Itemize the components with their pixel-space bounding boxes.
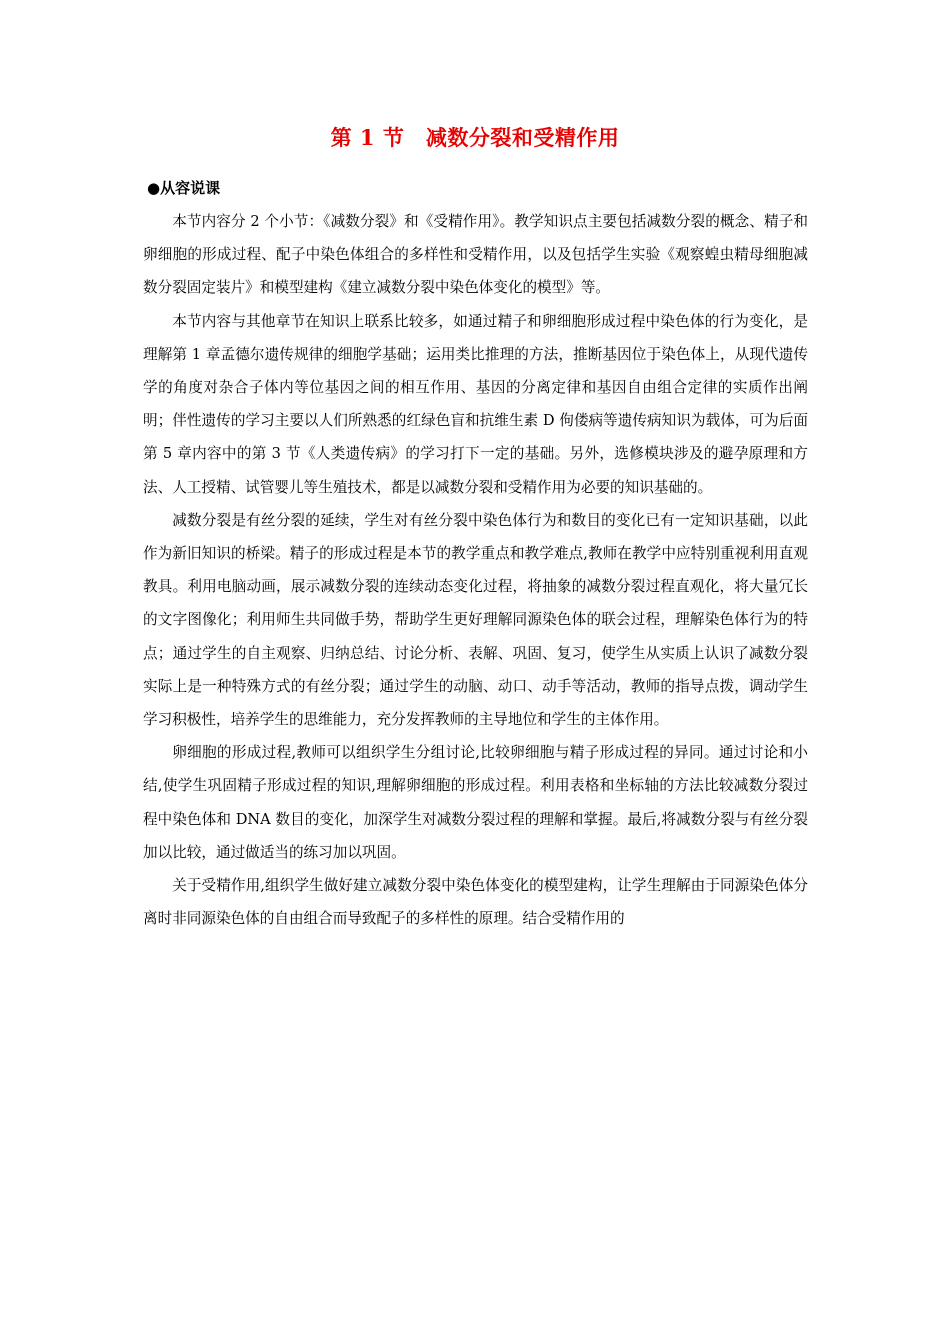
paragraph-5: 关于受精作用,组织学生做好建立减数分裂中染色体变化的模型建构，让学生理解由于同源染色体分离时非同源染色体的自由组合而导致配子的多样性的原理。结合受精作用的: [143, 877, 808, 928]
paragraph-4: 卵细胞的形成过程,教师可以组织学生分组讨论,比较卵细胞与精子形成过程的异同。通过讨论和小结,使学生巩固精子形成过程的知识,理解卵细胞的形成过程。利用表格和坐标轴的方法比较减数分裂过程中染色体和 DNA 数目的变化，加深学生对减数分裂过程的理解和掌握。最后,将减数分裂与有丝分裂加以比较，通过做适当的练习加以巩固。: [143, 744, 808, 861]
paragraph-3: 减数分裂是有丝分裂的延续，学生对有丝分裂中染色体行为和数目的变化已有一定知识基础，以此作为新旧知识的桥梁。精子的形成过程是本节的教学重点和教学难点,教师在教学中应特别重视利用直观教具。利用电脑动画，展示减数分裂的连续动态变化过程，将抽象的减数分裂过程直观化，将大量冗长的文字图像化；利用师生共同做手势，帮助学生更好理解同源染色体的联会过程，理解染色体行为的特点；通过学生的自主观察、归纳总结、讨论分析、表解、巩固、复习，使学生从实质上认识了减数分裂实际上是一种特殊方式的有丝分裂；通过学生的动脑、动口、动手等活动，教师的指导点拨，调动学生学习积极性，培养学生的思维能力，充分发挥教师的主导地位和学生的主体作用。: [143, 511, 808, 729]
section-heading: ●从容说课: [147, 179, 221, 197]
body-text: [143, 205, 808, 935]
page-title: 第 1 节 减数分裂和受精作用: [330, 125, 620, 150]
paragraph-2: 本节内容与其他章节在知识上联系比较多，如通过精子和卵细胞形成过程中染色体的行为变化，是理解第 1 章孟德尔遗传规律的细胞学基础；运用类比推理的方法，推断基因位于染色体上，从现代遗传学的角度对杂合子体内等位基因之间的相互作用、基因的分离定律和基因自由组合定律的实质作出阐明；伴性遗传的学习主要以人们所熟悉的红绿色盲和抗维生素 D 佝偻病等遗传病知识为载体，可为后面第 5 章内容中的第 3 节《人类遗传病》的学习打下一定的基础。另外，选修模块涉及的避孕原理和方法、人工授精、试管婴儿等生殖技术，都是以减数分裂和受精作用为必要的知识基础的。: [143, 312, 808, 496]
paragraph-1: 本节内容分 2 个小节：《减数分裂》和《受精作用》。教学知识点主要包括减数分裂的概念、精子和卵细胞的形成过程、配子中染色体组合的多样性和受精作用，以及包括学生实验《观察蝗虫精母细胞减数分裂固定装片》和模型建构《建立减数分裂中染色体变化的模型》等。: [143, 213, 808, 297]
